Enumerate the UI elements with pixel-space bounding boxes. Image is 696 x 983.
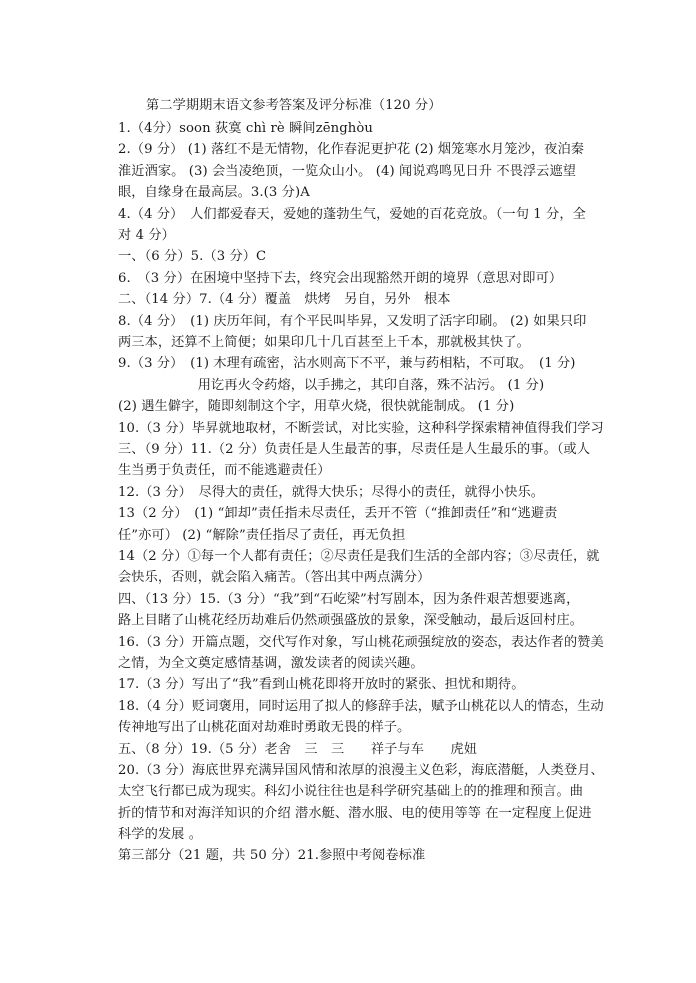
- line-18: 12.（3 分） 尽得大的责任，就得大快乐；尽得小的责任，就得小快乐。: [118, 485, 545, 500]
- line-31: 20.（3 分）海底世界充满异国风情和浓厚的浪漫主义色彩，海底潜艇，人类登月、: [118, 763, 604, 778]
- line-25: 16.（3 分）开篇点题，交代写作对象，写山桃花顽强绽放的姿态，表达作者的赞美: [118, 635, 604, 650]
- line-8: 6. （3 分）在困境中坚持下去，终究会出现豁然开朗的境界（意思对即可）: [118, 271, 563, 286]
- line-1: 1.（4分）soon 荻寞 chì rè 瞬间zēnghòu: [118, 121, 374, 136]
- line-21: 14（2 分）①每一个人都有责任；②尽责任是我们生活的全部内容；③尽责任，就: [118, 549, 600, 564]
- line-34: 科学的发展 。: [118, 827, 203, 842]
- line-12: 9.（3 分） (1) 木理有疏密，沾水则高下不平，兼与药相粘，不可取。 (1 分): [118, 356, 576, 371]
- line-35: 第三部分（21 题，共 50 分）21.参照中考阅卷标准: [118, 848, 426, 863]
- line-19: 13（2 分） (1) “卸却”责任指未尽责任，丢开不管（“推卸责任”和“逃避责: [118, 506, 558, 521]
- line-30: 五、（8 分）19.（5 分）老舍 三 三 祥子与车 虎妞: [118, 742, 478, 757]
- line-7: 一、（6 分）5.（3 分）C: [118, 249, 267, 264]
- line-20: 任”亦可） (2) “解除”责任指尽了责任，再无负担: [118, 528, 406, 543]
- line-17: 生当勇于负责任，而不能逃避责任）: [118, 463, 331, 478]
- line-3: 淮近酒家。 (3) 会当凌绝顶，一览众山小。 (4) 闻说鸡鸣见日升 不畏浮云遮望: [118, 164, 577, 179]
- line-23: 四、（13 分）15.（3 分）“我”到“石屹梁”村写剧本，因为条件艰苦想要逃离，: [118, 592, 580, 607]
- line-16: 三、（9 分）11.（2 分）负责任是人生最苦的事，尽责任是人生最乐的事。（或人: [118, 442, 591, 457]
- line-13: 用讫再火令药熔，以手拂之，其印自落，殊不沾污。 (1 分): [118, 378, 545, 393]
- line-4: 眼，自缘身在最高层。3.(3 分)A: [118, 185, 310, 200]
- line-9: 二、（14 分）7.（4 分）覆盖 烘烤 另自，另外 根本: [118, 292, 451, 307]
- line-22: 会快乐，否则，就会陷入痛苦。（答出其中两点满分）: [118, 570, 431, 585]
- doc-title: 第二学期期末语文参考答案及评分标准（120 分）: [146, 98, 442, 113]
- line-27: 17.（3 分）写出了“我”看到山桃花即将开放时的紧张、担忧和期待。: [118, 677, 525, 692]
- line-28: 18.（4 分）贬词褒用，同时运用了拟人的修辞手法，赋予山桃花以人的情态，生动: [118, 699, 604, 714]
- line-10: 8.（4 分） (1) 庆历年间，有个平民叫毕昇，又发明了活字印刷。 (2) 如果只印: [118, 314, 587, 329]
- line-26: 之情，为全文奠定感情基调，激发读者的阅读兴趣。: [118, 656, 424, 671]
- line-11: 两三本，还算不上简便；如果印几十几百甚至上千本，那就极其快了。: [118, 335, 530, 350]
- line-32: 太空飞行都已成为现实。科幻小说往往也是科学研究基础上的的推理和预言。曲: [118, 784, 584, 799]
- line-29: 传神地写出了山桃花面对劫难时勇敢无畏的样子。: [118, 720, 411, 735]
- line-6: 对 4 分）: [118, 228, 175, 243]
- line-33: 折的情节和对海洋知识的介绍 潜水艇、潜水服、电的使用等等 在一定程度上促进: [118, 806, 592, 821]
- line-14: (2) 遇生僻字，随即刻制这个字，用草火烧，很快就能制成。 (1 分): [118, 399, 515, 414]
- line-15: 10.（3 分）毕昇就地取材，不断尝试，对比实验，这种科学探索精神值得我们学习: [118, 421, 604, 436]
- line-2: 2.（9 分） (1) 落红不是无情物，化作春泥更护花 (2) 烟笼寒水月笼沙，夜泊秦: [118, 142, 585, 157]
- line-24: 路上目睹了山桃花经历劫难后仍然顽强盛放的景象，深受触动，最后返回村庄。: [118, 613, 584, 628]
- line-5: 4.（4 分） 人们都爱春天，爱她的蓬勃生气，爱她的百花竞放。（一句 1 分，全: [118, 207, 586, 222]
